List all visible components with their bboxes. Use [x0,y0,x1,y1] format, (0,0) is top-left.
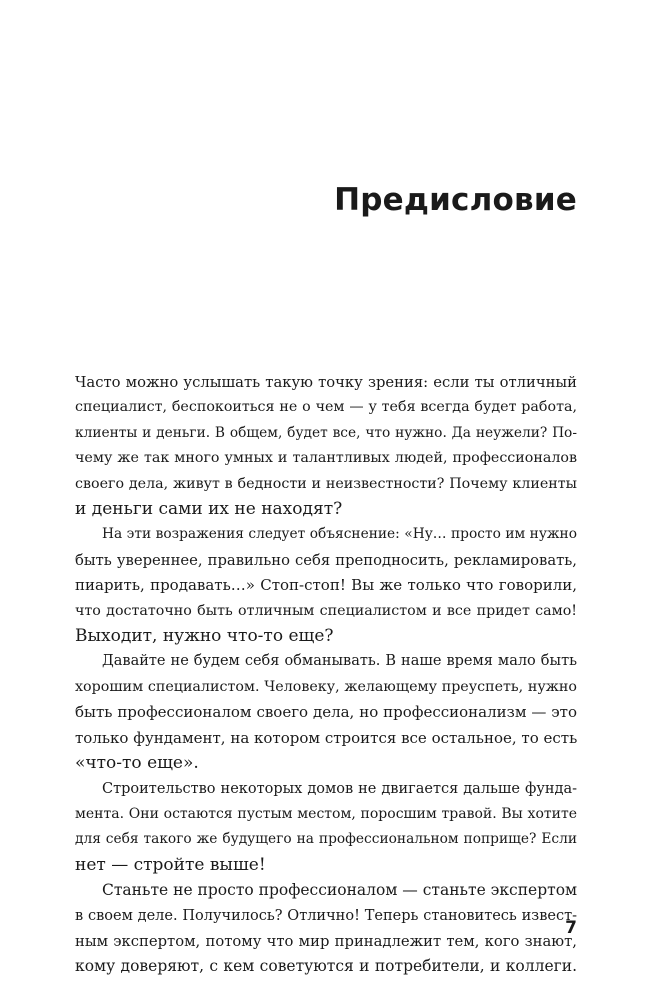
text-line: специалист, беспокоиться не о чем — у тебя всегда будет работа, [75,399,577,416]
text-line: пиарить, продавать…» Стоп-стоп! Вы же только что говорили, [75,576,577,595]
text-line: и деньги сами их не находят? [75,499,343,520]
text-line: быть увереннее, правильно себя преподносить, рекламировать, [75,551,577,569]
text-line: Строительство некоторых домов не двигается дальше фунда- [102,780,577,797]
text-line: чему же так много умных и талантливых людей, профессионалов [75,450,577,467]
text-line: только фундамент, на котором строится все остальное, то есть [75,728,577,747]
text-line: своего дела, живут в бедности и неизвестности? Почему клиенты [75,475,577,492]
text-line: для себя такого же будущего на профессиональном поприще? Если [75,831,577,848]
paragraph-2 [75,522,577,649]
paragraph-4 [75,777,577,879]
chapter-title: Предисловие [334,182,577,218]
text-line: Выходит, нужно что-то еще? [75,626,334,647]
text-line: «что-то еще». [75,753,199,774]
paragraph-5 [75,878,577,980]
text-line: клиенты и деньги. В общем, будет все, что нужно. Да неужели? По- [75,424,577,441]
paragraph-3 [75,649,577,776]
text-line: быть профессионалом своего дела, но профессионализм — это [75,703,577,722]
text-line: хорошим специалистом. Человеку, желающему преуспеть, нужно [75,678,577,695]
text-line: На эти возражения следует объяснение: «Ну… просто им нужно [102,526,577,543]
text-line: мента. Они остаются пустым местом, поросшим травой. Вы хотите [75,805,577,822]
text-line: Часто можно услышать такую точку зрения: если ты отличный [75,374,577,391]
page-number: 7 [565,918,577,938]
text-line: ным экспертом, потому что мир принадлежит тем, кого знают, [75,932,577,950]
body-text [75,370,577,980]
text-line: в своем деле. Получилось? Отлично! Теперь становитесь извест- [75,907,577,924]
text-line: Станьте не просто профессионалом — станьте экспертом [102,881,577,900]
text-line: нет — стройте выше! [75,854,266,875]
paragraph-1 [75,370,577,522]
text-line: Давайте не будем себя обманывать. В наше время мало быть [102,653,577,670]
text-line: кому доверяют, с кем советуются и потребители, и коллеги. [75,957,577,976]
text-line: что достаточно быть отличным специалистом и все придет само! [75,602,577,619]
